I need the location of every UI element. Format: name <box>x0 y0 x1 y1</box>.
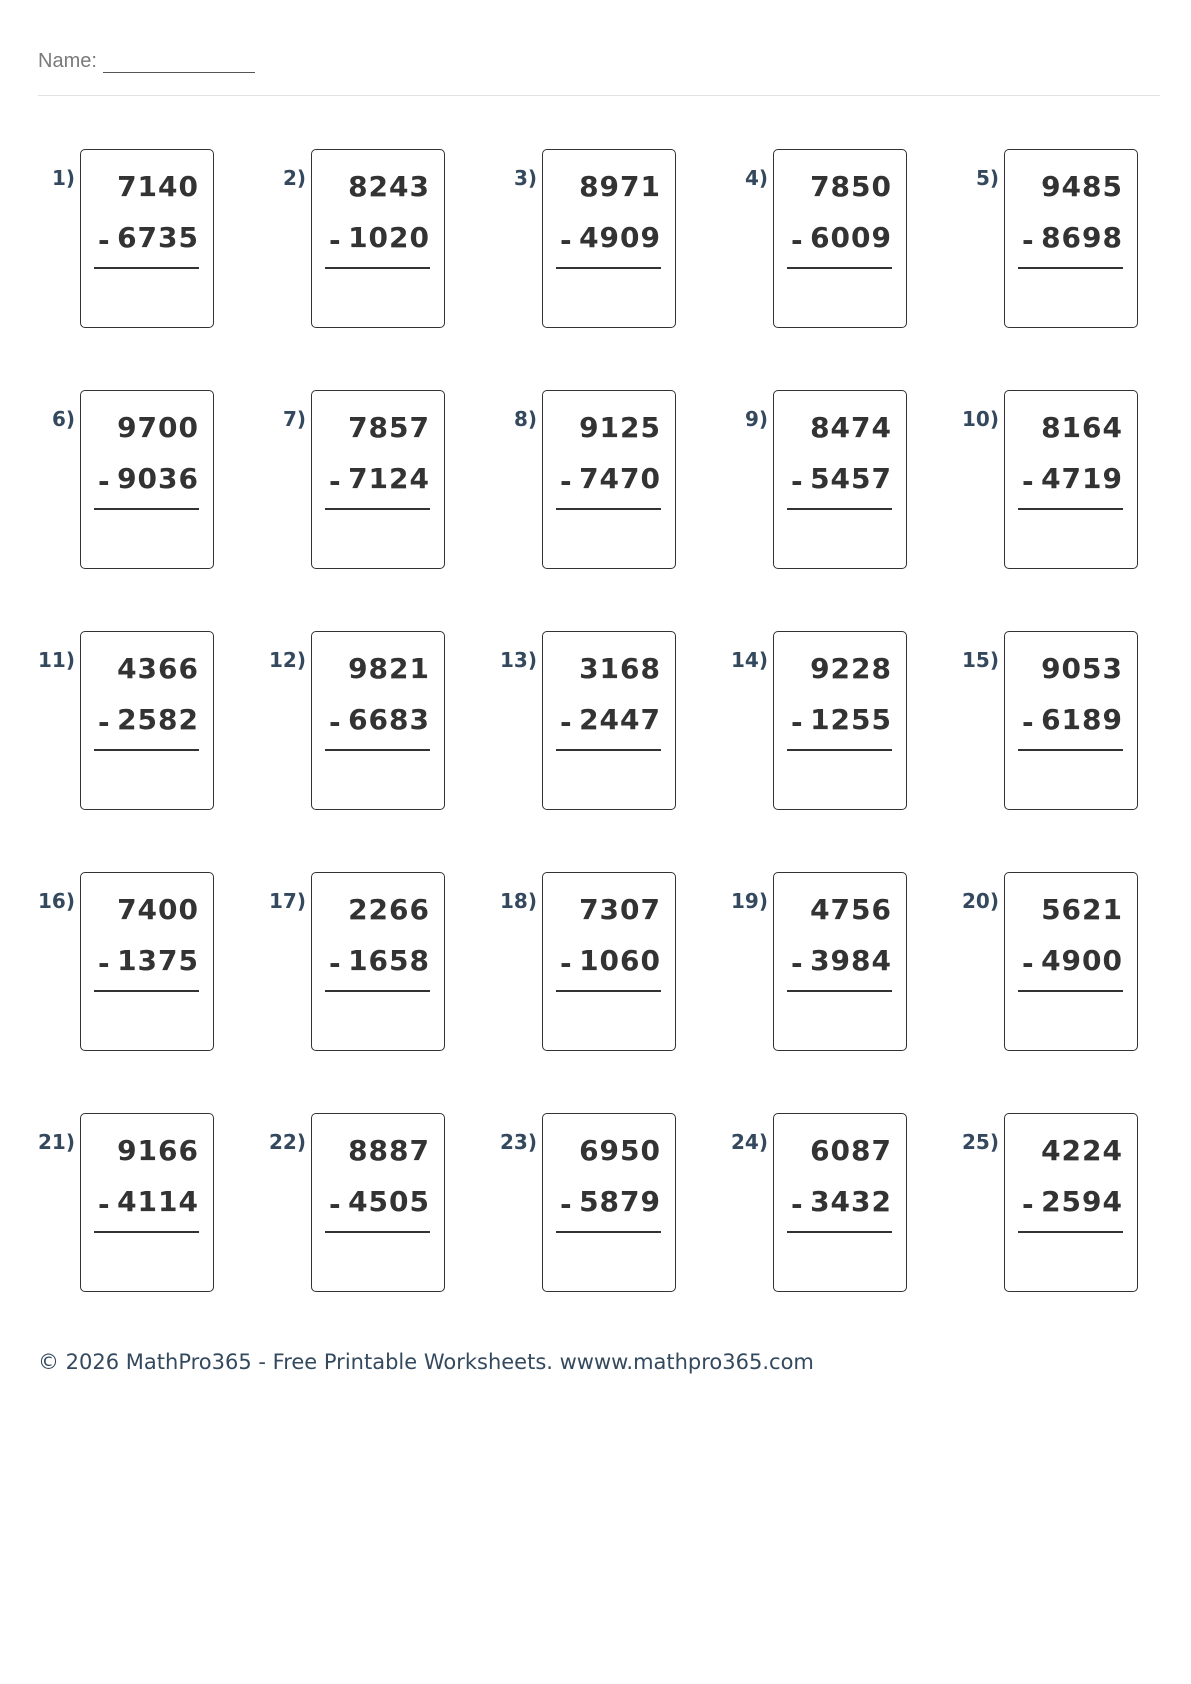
subtrahend: 6683 <box>348 703 430 736</box>
answer-line <box>556 1231 661 1233</box>
subtrahend: 6735 <box>117 221 199 254</box>
problem-number: 17) <box>269 889 306 913</box>
minus-sign: - <box>791 224 803 257</box>
problem-number: 21) <box>38 1130 75 1154</box>
minus-sign: - <box>560 1188 572 1221</box>
answer-line <box>94 749 199 751</box>
problem-item <box>269 631 447 811</box>
problem-number: 7) <box>282 407 306 431</box>
minus-sign: - <box>560 224 572 257</box>
minuend: 4756 <box>810 893 892 926</box>
subtrahend: 3984 <box>810 944 892 977</box>
subtrahend: 3432 <box>810 1185 892 1218</box>
minus-sign: - <box>98 224 110 257</box>
problem-card <box>542 390 676 569</box>
answer-line <box>787 1231 892 1233</box>
minuend: 9166 <box>117 1134 199 1167</box>
answer-line <box>94 990 199 992</box>
subtrahend: 4900 <box>1041 944 1123 977</box>
subtrahend: 1020 <box>348 221 430 254</box>
answer-line <box>787 990 892 992</box>
problem-item <box>962 1113 1140 1293</box>
problem-item <box>38 1113 216 1293</box>
problem-number: 23) <box>500 1130 537 1154</box>
problem-item <box>500 631 678 811</box>
problem-item <box>731 631 909 811</box>
minuend: 9228 <box>810 652 892 685</box>
problem-card <box>311 390 445 569</box>
problem-number: 15) <box>962 648 999 672</box>
problem-card <box>311 149 445 328</box>
problem-item <box>38 631 216 811</box>
answer-line <box>325 1231 430 1233</box>
answer-line <box>556 508 661 510</box>
answer-line <box>787 749 892 751</box>
problem-card <box>1004 872 1138 1051</box>
problem-item <box>962 149 1140 329</box>
minuend: 7140 <box>117 170 199 203</box>
answer-line <box>787 508 892 510</box>
problem-number: 10) <box>962 407 999 431</box>
problem-item <box>500 149 678 329</box>
minus-sign: - <box>329 1188 341 1221</box>
answer-line <box>325 267 430 269</box>
minuend: 5621 <box>1041 893 1123 926</box>
problem-item <box>269 872 447 1052</box>
minuend: 4224 <box>1041 1134 1123 1167</box>
problem-number: 20) <box>962 889 999 913</box>
minus-sign: - <box>329 947 341 980</box>
problem-number: 13) <box>500 648 537 672</box>
minus-sign: - <box>329 706 341 739</box>
subtrahend: 4505 <box>348 1185 430 1218</box>
minus-sign: - <box>1022 224 1034 257</box>
minuend: 7857 <box>348 411 430 444</box>
subtrahend: 6189 <box>1041 703 1123 736</box>
minus-sign: - <box>560 947 572 980</box>
problem-item <box>962 631 1140 811</box>
problem-item <box>500 872 678 1052</box>
problem-card <box>80 631 214 810</box>
problem-card <box>80 390 214 569</box>
problem-card <box>542 1113 676 1292</box>
subtrahend: 2582 <box>117 703 199 736</box>
minuend: 8971 <box>579 170 661 203</box>
problem-grid <box>38 149 1148 1293</box>
answer-line <box>556 990 661 992</box>
problem-number: 2) <box>282 166 306 190</box>
subtrahend: 2594 <box>1041 1185 1123 1218</box>
minuend: 3168 <box>579 652 661 685</box>
footer-copyright: © 2026 MathPro365 - Free Printable Worksheets. wwww.mathpro365.com <box>38 1350 814 1374</box>
name-label: Name: <box>38 50 97 72</box>
answer-line <box>94 1231 199 1233</box>
answer-line <box>325 508 430 510</box>
answer-line <box>1018 1231 1123 1233</box>
answer-line <box>556 267 661 269</box>
name-blank-line <box>103 52 255 73</box>
problem-item <box>731 1113 909 1293</box>
problem-number: 12) <box>269 648 306 672</box>
problem-card <box>80 1113 214 1292</box>
subtrahend: 8698 <box>1041 221 1123 254</box>
answer-line <box>556 749 661 751</box>
minuend: 7307 <box>579 893 661 926</box>
subtrahend: 4909 <box>579 221 661 254</box>
answer-line <box>1018 749 1123 751</box>
minus-sign: - <box>1022 706 1034 739</box>
minus-sign: - <box>791 706 803 739</box>
minuend: 9485 <box>1041 170 1123 203</box>
problem-item <box>731 390 909 570</box>
minuend: 8164 <box>1041 411 1123 444</box>
problem-number: 5) <box>975 166 999 190</box>
minus-sign: - <box>98 947 110 980</box>
problem-item <box>269 149 447 329</box>
minus-sign: - <box>98 706 110 739</box>
problem-card <box>773 390 907 569</box>
problem-item <box>962 390 1140 570</box>
answer-line <box>1018 508 1123 510</box>
minuend: 9053 <box>1041 652 1123 685</box>
problem-item <box>38 872 216 1052</box>
problem-card <box>542 631 676 810</box>
problem-card <box>542 149 676 328</box>
subtrahend: 1375 <box>117 944 199 977</box>
problem-number: 24) <box>731 1130 768 1154</box>
problem-card <box>311 631 445 810</box>
name-field <box>38 50 255 73</box>
answer-line <box>94 508 199 510</box>
problem-card <box>80 149 214 328</box>
problem-card <box>773 631 907 810</box>
problem-card <box>773 872 907 1051</box>
problem-number: 6) <box>51 407 75 431</box>
answer-line <box>325 990 430 992</box>
minuend: 4366 <box>117 652 199 685</box>
problem-item <box>731 872 909 1052</box>
problem-card <box>1004 631 1138 810</box>
minuend: 6950 <box>579 1134 661 1167</box>
subtrahend: 1060 <box>579 944 661 977</box>
minus-sign: - <box>791 1188 803 1221</box>
minus-sign: - <box>1022 465 1034 498</box>
minus-sign: - <box>791 947 803 980</box>
minuend: 8887 <box>348 1134 430 1167</box>
subtrahend: 9036 <box>117 462 199 495</box>
subtrahend: 4719 <box>1041 462 1123 495</box>
problem-item <box>269 390 447 570</box>
problem-item <box>269 1113 447 1293</box>
minuend: 9821 <box>348 652 430 685</box>
problem-number: 25) <box>962 1130 999 1154</box>
answer-line <box>1018 267 1123 269</box>
answer-line <box>94 267 199 269</box>
problem-card <box>542 872 676 1051</box>
problem-number: 18) <box>500 889 537 913</box>
minuend: 7400 <box>117 893 199 926</box>
problem-number: 22) <box>269 1130 306 1154</box>
minus-sign: - <box>791 465 803 498</box>
problem-card <box>1004 1113 1138 1292</box>
problem-number: 16) <box>38 889 75 913</box>
minuend: 8474 <box>810 411 892 444</box>
problem-number: 14) <box>731 648 768 672</box>
subtrahend: 5457 <box>810 462 892 495</box>
problem-card <box>773 1113 907 1292</box>
header-divider <box>38 95 1160 96</box>
problem-number: 4) <box>744 166 768 190</box>
subtrahend: 7470 <box>579 462 661 495</box>
problem-card <box>311 872 445 1051</box>
answer-line <box>325 749 430 751</box>
subtrahend: 2447 <box>579 703 661 736</box>
minus-sign: - <box>1022 947 1034 980</box>
problem-card <box>1004 149 1138 328</box>
minuend: 9700 <box>117 411 199 444</box>
minuend: 7850 <box>810 170 892 203</box>
problem-item <box>38 149 216 329</box>
minuend: 8243 <box>348 170 430 203</box>
subtrahend: 1255 <box>810 703 892 736</box>
minus-sign: - <box>560 465 572 498</box>
problem-card <box>773 149 907 328</box>
problem-item <box>500 1113 678 1293</box>
minuend: 2266 <box>348 893 430 926</box>
problem-number: 19) <box>731 889 768 913</box>
subtrahend: 4114 <box>117 1185 199 1218</box>
problem-number: 9) <box>744 407 768 431</box>
minus-sign: - <box>329 465 341 498</box>
problem-number: 3) <box>513 166 537 190</box>
minus-sign: - <box>98 1188 110 1221</box>
subtrahend: 1658 <box>348 944 430 977</box>
minus-sign: - <box>560 706 572 739</box>
problem-number: 8) <box>513 407 537 431</box>
subtrahend: 5879 <box>579 1185 661 1218</box>
problem-number: 11) <box>38 648 75 672</box>
problem-card <box>311 1113 445 1292</box>
subtrahend: 6009 <box>810 221 892 254</box>
problem-card <box>80 872 214 1051</box>
problem-item <box>38 390 216 570</box>
minuend: 6087 <box>810 1134 892 1167</box>
answer-line <box>787 267 892 269</box>
minus-sign: - <box>1022 1188 1034 1221</box>
minus-sign: - <box>329 224 341 257</box>
problem-item <box>731 149 909 329</box>
subtrahend: 7124 <box>348 462 430 495</box>
problem-item <box>500 390 678 570</box>
problem-number: 1) <box>51 166 75 190</box>
minus-sign: - <box>98 465 110 498</box>
minuend: 9125 <box>579 411 661 444</box>
problem-card <box>1004 390 1138 569</box>
problem-item <box>962 872 1140 1052</box>
answer-line <box>1018 990 1123 992</box>
